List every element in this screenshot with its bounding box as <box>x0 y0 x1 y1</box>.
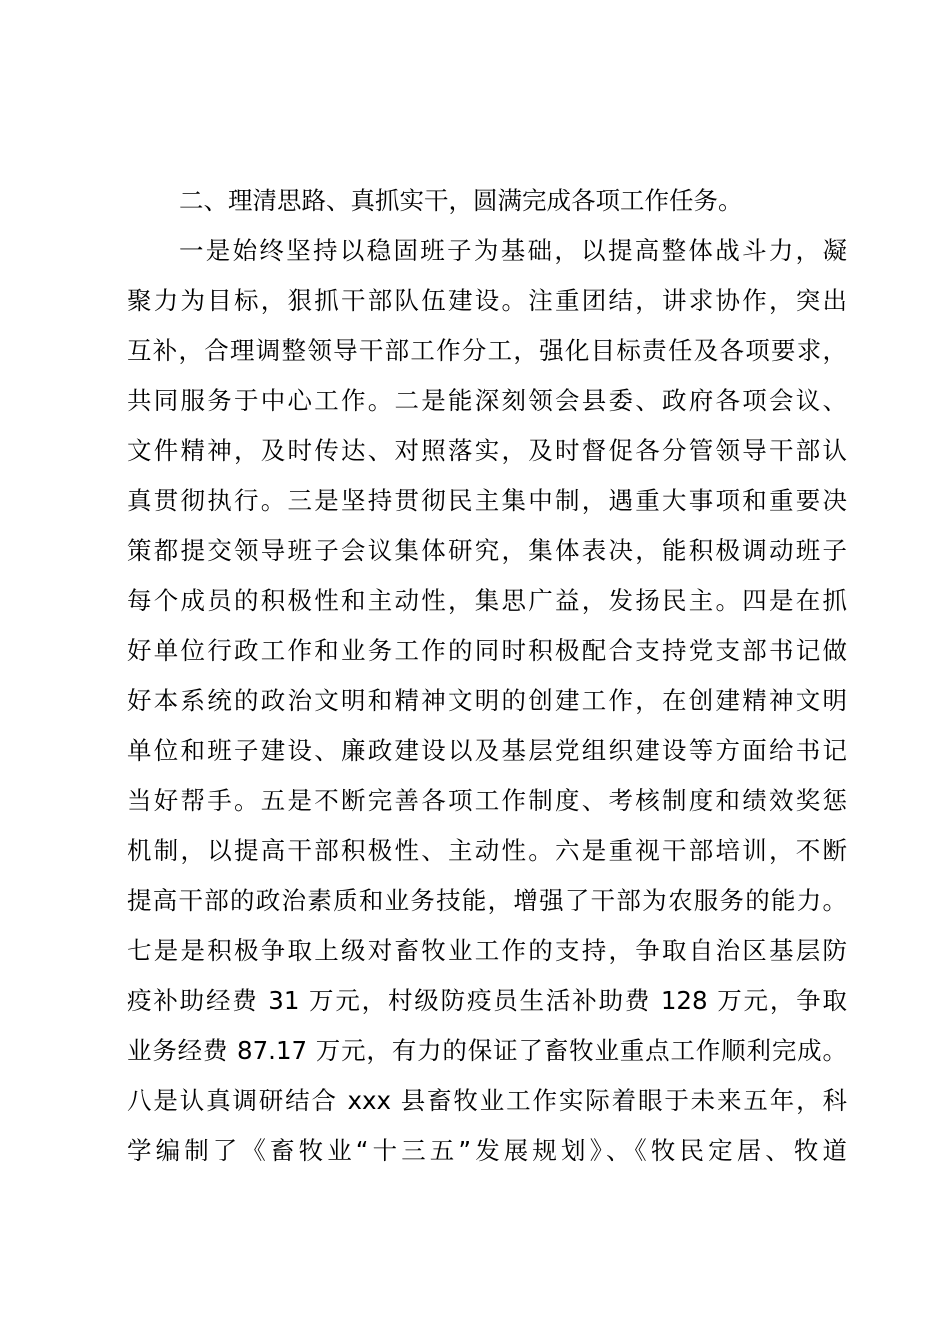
paragraph-line: 好单位行政工作和业务工作的同时积极配合支持党支部书记做 <box>127 636 847 665</box>
paragraph-line: 好本系统的政治文明和精神文明的创建工作，在创建精神文明 <box>127 686 847 715</box>
body-text <box>127 176 847 1176</box>
section-heading: 二、理清思路、真抓实干，圆满完成各项工作任务。 <box>179 186 743 215</box>
paragraph-line: 单位和班子建设、廉政建设以及基层党组织建设等方面给书记 <box>127 736 847 765</box>
paragraph-line: 机制，以提高干部积极性、主动性。六是重视干部培训，不断 <box>127 836 847 865</box>
paragraph-line: 文件精神，及时传达、对照落实，及时督促各分管领导干部认 <box>127 436 847 465</box>
paragraph-line: 当好帮手。五是不断完善各项工作制度、考核制度和绩效奖惩 <box>127 786 847 815</box>
paragraph-line: 八是认真调研结合 xxx 县畜牧业工作实际着眼于未来五年，科 <box>127 1086 847 1115</box>
paragraph-line: 疫补助经费 31 万元，村级防疫员生活补助费 128 万元，争取 <box>127 986 847 1015</box>
paragraph-line: 一是始终坚持以稳固班子为基础，以提高整体战斗力，凝 <box>179 236 847 265</box>
paragraph-line: 学编制了《畜牧业“十三五”发展规划》、《牧民定居、牧道 <box>127 1136 847 1165</box>
paragraph-line: 策都提交领导班子会议集体研究，集体表决，能积极调动班子 <box>127 536 847 565</box>
paragraph-line: 互补，合理调整领导干部工作分工，强化目标责任及各项要求， <box>127 336 847 365</box>
paragraph-line: 七是是积极争取上级对畜牧业工作的支持，争取自治区基层防 <box>127 936 847 965</box>
paragraph-line: 真贯彻执行。三是坚持贯彻民主集中制，遇重大事项和重要决 <box>127 486 847 515</box>
paragraph-line: 每个成员的积极性和主动性，集思广益，发扬民主。四是在抓 <box>127 586 847 615</box>
paragraph-line: 共同服务于中心工作。二是能深刻领会县委、政府各项会议、 <box>127 386 847 415</box>
paragraph-line: 业务经费 87.17 万元，有力的保证了畜牧业重点工作顺利完成。 <box>127 1036 847 1065</box>
paragraph-line: 聚力为目标，狠抓干部队伍建设。注重团结，讲求协作，突出 <box>127 286 847 315</box>
paragraph-line: 提高干部的政治素质和业务技能，增强了干部为农服务的能力。 <box>127 886 847 915</box>
